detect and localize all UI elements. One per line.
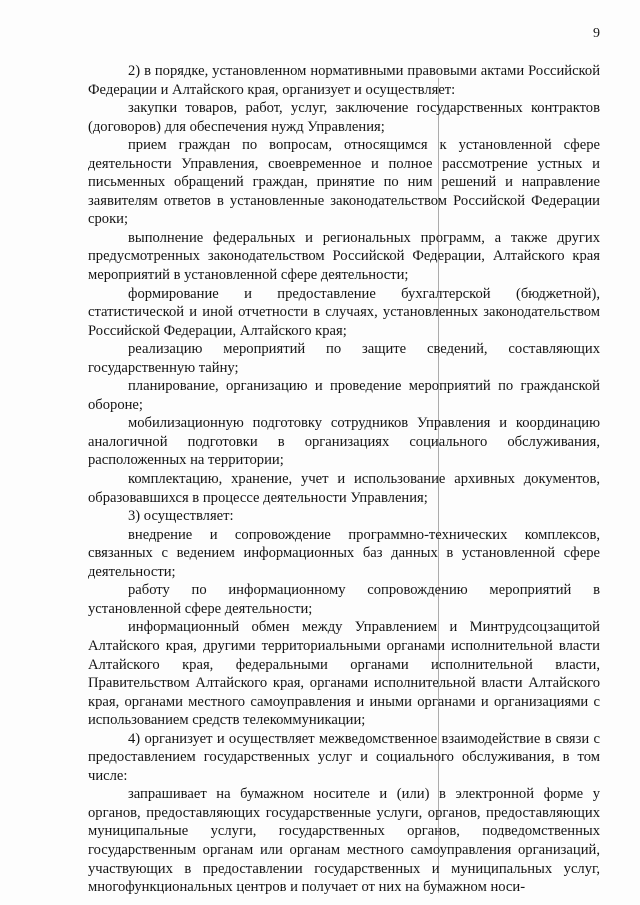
paragraph: запрашивает на бумажном носителе и (или) в электронной форме у органов, предоставляющих государственные услуги, органов, предоставляющих муниципальные услуги, государственных органов, подведомственных государственным органам или органам местного самоуправления организаций, участвующих в предоставлении государственных и муниципальных услуг, многофункциональных центров и получает от них на бумажном носи- (88, 786, 600, 896)
paragraph: выполнение федеральных и региональных программ, а также других предусмотренных законодательством Российской Федерации, Алтайского края мероприятий в установленной сфере деятельности; (88, 229, 600, 284)
paragraph: работу по информационному сопровождению мероприятий в установленной сфере деятельности; (88, 582, 600, 617)
paragraph: комплектацию, хранение, учет и использование архивных документов, образовавшихся в процессе деятельности Управления; (88, 471, 600, 506)
paragraph: реализацию мероприятий по защите сведений, составляющих государственную тайну; (88, 341, 600, 376)
paragraph: планирование, организацию и проведение мероприятий по гражданской обороне; (88, 378, 600, 413)
paragraph: формирование и предоставление бухгалтерской (бюджетной), статистической и иной отчетности в случаях, установленных законодательством Российской Федерации, Алтайского края; (88, 285, 600, 339)
paragraph: мобилизационную подготовку сотрудников Управления и координацию аналогичной подготовки в организациях социального обслуживания, расположенных на территории; (88, 415, 600, 469)
paragraph: внедрение и сопровождение программно-технических комплексов, связанных с ведением информационных баз данных в установленной сфере деятельности; (88, 526, 600, 580)
paragraph: 2) в порядке, установленном нормативными правовыми актами Российской Федерации и Алтайского края, организует и осуществляет: (88, 63, 600, 98)
paragraph: закупки товаров, работ, услуг, заключение государственных контрактов (договоров) для обеспечения нужд Управления; (88, 100, 600, 135)
paragraph: прием граждан по вопросам, относящимся к установленной сфере деятельности Управления, своевременное и полное рассмотрение устных и письменных обращений граждан, принятие по ним решений и направление заявителям ответов в установленные законодательством Российской Федерации сроки; (88, 137, 600, 228)
paragraph: 3) осуществляет: (128, 508, 234, 525)
paragraph: 4) организует и осуществляет межведомственное взаимодействие в связи с предоставлением государственных услуг и социального обслуживания, в том числе: (88, 730, 600, 784)
page-number: 9 (593, 26, 600, 41)
document-body (88, 62, 600, 897)
paragraph: информационный обмен между Управлением и Минтрудсоцзащитой Алтайского края, другими территориальными органами исполнительной власти Алтайского края, федеральными органами исполнительной власти, Правительством Алтайского края, органами исполнительной власти Алтайского края, органами местного самоуправления и иными органами и организациями с использованием средств телекоммуникации; (88, 619, 600, 729)
